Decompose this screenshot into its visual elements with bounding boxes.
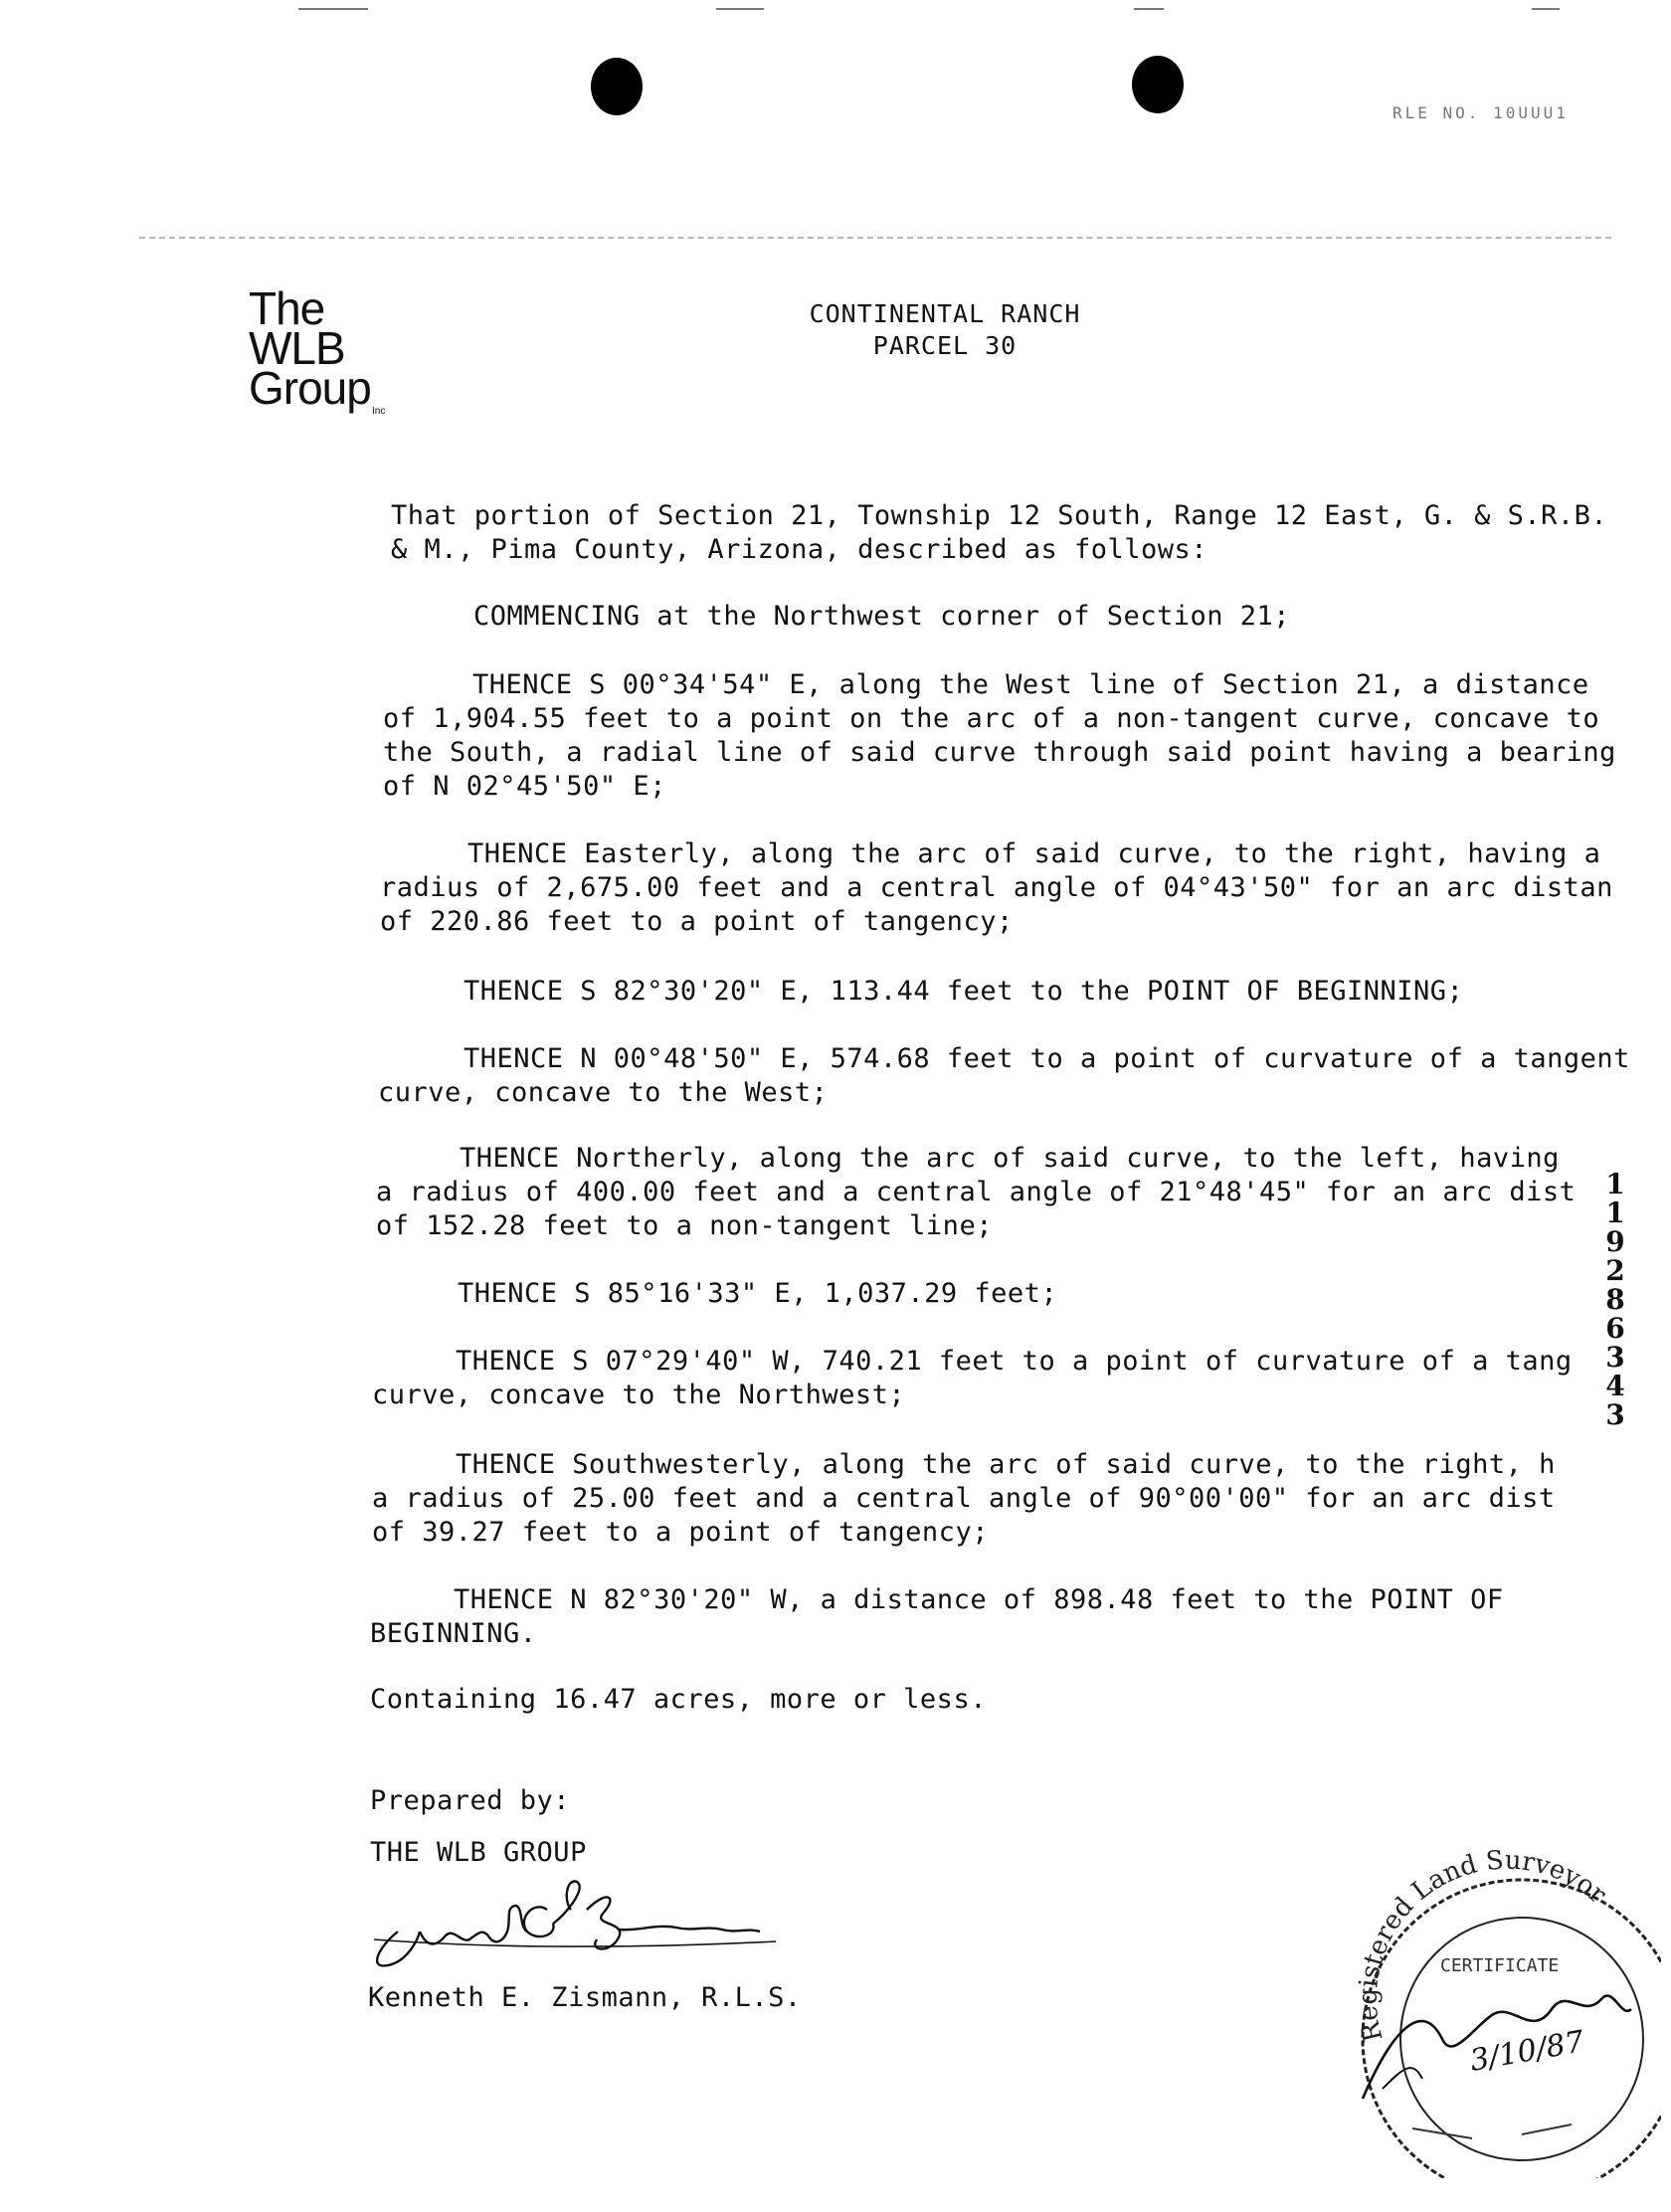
scan-mark	[716, 8, 764, 10]
course-2-line-3: of 220.86 feet to a point of tangency;	[380, 906, 1014, 937]
intro-line-2: & M., Pima County, Arizona, described as follows:	[391, 534, 1208, 565]
file-reference: RLE NO. 10UUU1	[1392, 103, 1569, 122]
course-paragraph-8	[372, 1448, 1556, 1550]
document-title	[756, 298, 1134, 362]
scan-mark	[1532, 8, 1560, 10]
course-8-line-1: THENCE Southwesterly, along the arc of said curve, to the right, h	[456, 1449, 1556, 1480]
faint-header-line	[139, 237, 1611, 239]
stamp-digit: 1	[1605, 1197, 1625, 1229]
course-2-line-1: THENCE Easterly, along the arc of said curve, to the right, having a	[467, 838, 1601, 869]
surveyor-seal	[1323, 1840, 1661, 2178]
stamp-digit: 4	[1605, 1370, 1625, 1402]
stamp-digit: 9	[1605, 1225, 1625, 1258]
course-paragraph-6: THENCE S 85°16'33" E, 1,037.29 feet;	[458, 1278, 1058, 1309]
preparer-company: THE WLB GROUP	[370, 1837, 587, 1868]
course-8-line-2: a radius of 25.00 feet and a central angle of 90°00'00" for an arc dist	[372, 1483, 1556, 1514]
course-paragraph-2	[380, 837, 1613, 939]
seal-cert-text: CERTIFICATE	[1440, 1955, 1560, 1976]
acreage-statement: Containing 16.47 acres, more or less.	[370, 1684, 987, 1715]
stamp-digit: 3	[1605, 1398, 1625, 1431]
recording-number-stamp	[1603, 1170, 1627, 1429]
course-9-line-1: THENCE N 82°30'20" W, a distance of 898.48 feet to the POINT OF	[454, 1584, 1504, 1615]
intro-paragraph	[391, 499, 1607, 567]
course-8-line-3: of 39.27 feet to a point of tangency;	[372, 1517, 989, 1548]
stamp-digit: 3	[1605, 1341, 1625, 1374]
binder-hole	[1132, 56, 1184, 113]
scan-mark	[298, 8, 368, 10]
course-7-line-2: curve, concave to the Northwest;	[372, 1380, 906, 1410]
logo-line-the: The	[249, 282, 325, 334]
scan-mark	[1134, 8, 1164, 10]
logo-suffix: Inc	[372, 406, 386, 417]
company-logo	[249, 282, 408, 417]
course-9-line-2: BEGINNING.	[370, 1618, 537, 1649]
title-line-2: PARCEL 30	[872, 331, 1018, 360]
course-7-line-1: THENCE S 07°29'40" W, 740.21 feet to a point of curvature of a tang	[456, 1346, 1573, 1377]
course-2-line-2: radius of 2,675.00 feet and a central angle of 04°43'50" for an arc distan	[380, 872, 1613, 903]
stamp-digit: 1	[1605, 1168, 1625, 1200]
stamp-digit: 2	[1605, 1254, 1625, 1287]
course-paragraph-7	[372, 1345, 1573, 1412]
title-line-1: CONTINENTAL RANCH	[809, 299, 1081, 328]
seal-date: 3/10/87	[1467, 2024, 1587, 2079]
course-1-line-3: the South, a radial line of said curve through said point having a bearing	[383, 737, 1616, 768]
course-paragraph-4	[378, 1042, 1630, 1110]
intro-line-1: That portion of Section 21, Township 12 South, Range 12 East, G. & S.R.B.	[391, 500, 1608, 531]
course-4-line-2: curve, concave to the West;	[378, 1077, 829, 1108]
stamp-digit: 8	[1605, 1283, 1625, 1316]
binder-hole	[591, 58, 643, 115]
course-1-line-1: THENCE S 00°34'54" E, along the West line of Section 21, a distance	[472, 669, 1589, 700]
course-1-line-4: of N 02°45'50" E;	[383, 771, 666, 802]
logo-line-group: Group	[249, 362, 371, 414]
handwritten-signature	[358, 1870, 796, 1979]
course-1-line-2: of 1,904.55 feet to a point on the arc of a non-tangent curve, concave to	[383, 703, 1600, 734]
course-5-line-1: THENCE Northerly, along the arc of said curve, to the left, having	[460, 1143, 1560, 1174]
preparer-name: Kenneth E. Zismann, R.L.S.	[368, 1982, 802, 2013]
prepared-by-label: Prepared by:	[370, 1785, 571, 1816]
course-paragraph-5	[376, 1142, 1576, 1243]
course-paragraph-3: THENCE S 82°30'20" E, 113.44 feet to the POINT OF BEGINNING;	[464, 976, 1464, 1007]
commencing-paragraph: COMMENCING at the Northwest corner of Section 21;	[473, 601, 1291, 632]
seal-top-text: Registered Land Surveyor	[1353, 1845, 1612, 2045]
stamp-digit: 6	[1605, 1312, 1625, 1345]
course-4-line-1: THENCE N 00°48'50" E, 574.68 feet to a point of curvature of a tangent	[464, 1043, 1630, 1074]
course-5-line-3: of 152.28 feet to a non-tangent line;	[376, 1210, 993, 1241]
course-paragraph-9	[370, 1583, 1504, 1651]
logo-line-wlb: WLB	[249, 322, 345, 374]
course-5-line-2: a radius of 400.00 feet and a central angle of 21°48'45" for an arc dist	[376, 1177, 1577, 1207]
course-paragraph-1	[383, 668, 1616, 804]
